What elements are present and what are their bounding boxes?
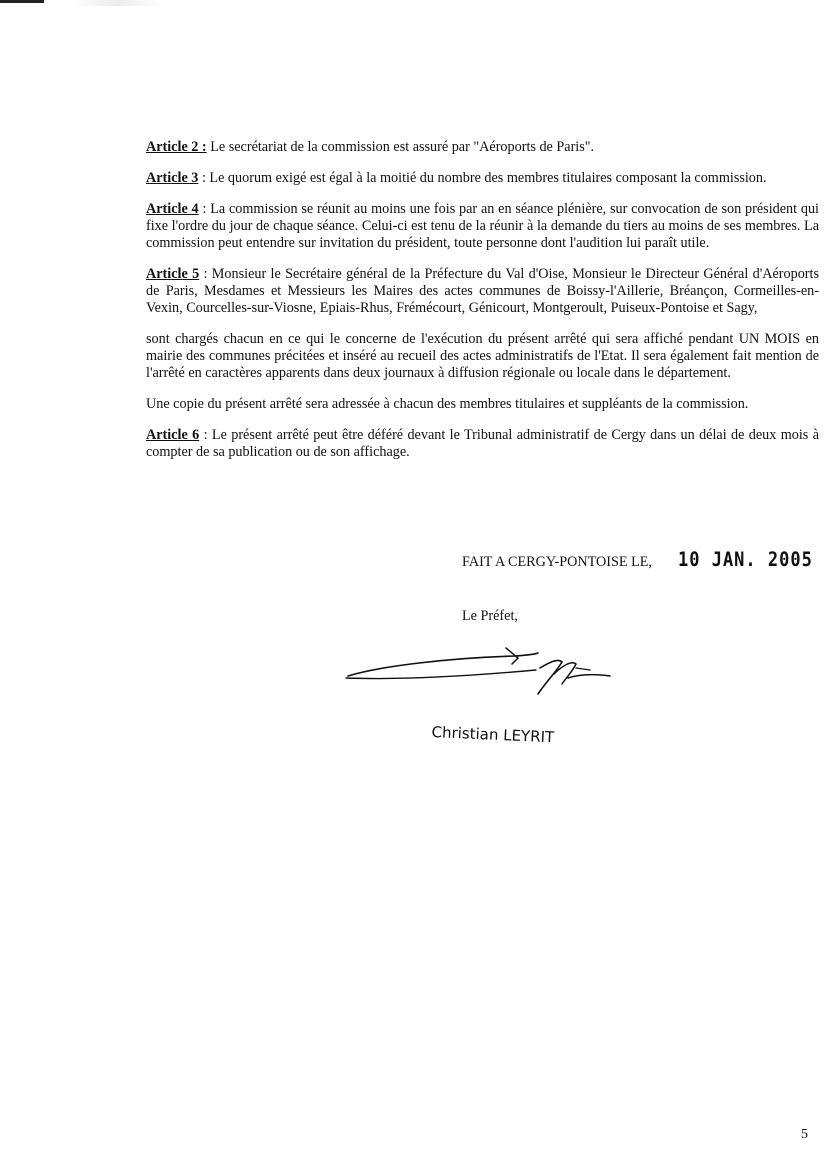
prefet-title: Le Préfet, (462, 608, 518, 624)
scan-smudge (72, 0, 162, 6)
article-3-text: : Le quorum exigé est égal à la moitié du nombre des membres titulaires composant la commission. (198, 170, 767, 186)
scan-corner-mark (0, 0, 44, 3)
date-stamp: 10 JAN. 2005 (678, 548, 813, 572)
article-5-label: Article 5 (146, 266, 200, 282)
article-4 (146, 201, 819, 252)
article-4-text: : La commission se réunit au moins une fois par an en séance plénière, sur convocation de son président qui fixe l'ordre du jour de chaque séance. Celui-ci est tenu de la réunir à la demande du tiers au moins de ses membres. La commission peut entendre sur invitation du président, toute personne dont l'audition lui paraît utile. (146, 201, 819, 251)
signatory-name: Christian LEYRIT (431, 723, 555, 747)
fait-a-line: FAIT A CERGY-PONTOISE LE, (462, 554, 652, 570)
article-2-label: Article 2 : (146, 139, 207, 155)
article-6-text: : Le présent arrêté peut être déféré devant le Tribunal administratif de Cergy dans un délai de deux mois à compter de sa publication ou de son affichage. (146, 427, 820, 460)
article-6-label: Article 6 (146, 427, 200, 443)
article-2 (146, 139, 819, 156)
article-5 (146, 266, 819, 317)
article-3 (146, 170, 819, 187)
article-3-label: Article 3 (146, 170, 199, 186)
page-number: 5 (801, 1127, 808, 1142)
handwritten-signature (340, 640, 620, 700)
paragraph-charges: sont chargés chacun en ce qui le concerne de l'exécution du présent arrêté qui sera affiché pendant UN MOIS en mairie des communes précitées et inséré au recueil des actes administratifs de l'Etat. Il sera également fait mention de l'arrêté en caractères apparents dans deux journaux à diffusion régionale ou locale dans le département. (146, 331, 819, 381)
article-5-text: : Monsieur le Secrétaire général de la Préfecture du Val d'Oise, Monsieur le Directeur Général d'Aéroports de Paris, Mesdames et Messieurs les Maires des actes communes de Boissy-l'Aillerie, Bréançon, Cormeilles-en-Vexin, Courcelles-sur-Viosne, Epiais-Rhus, Frémécourt, Génicourt, Montgeroult, Puiseux-Pontoise et Sagy, (146, 266, 819, 316)
document-body (146, 139, 819, 475)
article-2-text: Le secrétariat de la commission est assuré par "Aéroports de Paris". (206, 139, 595, 155)
article-6 (146, 427, 819, 461)
article-4-label: Article 4 (146, 201, 199, 217)
paragraph-copie: Une copie du présent arrêté sera adressée à chacun des membres titulaires et suppléants de la commission. (146, 396, 749, 412)
